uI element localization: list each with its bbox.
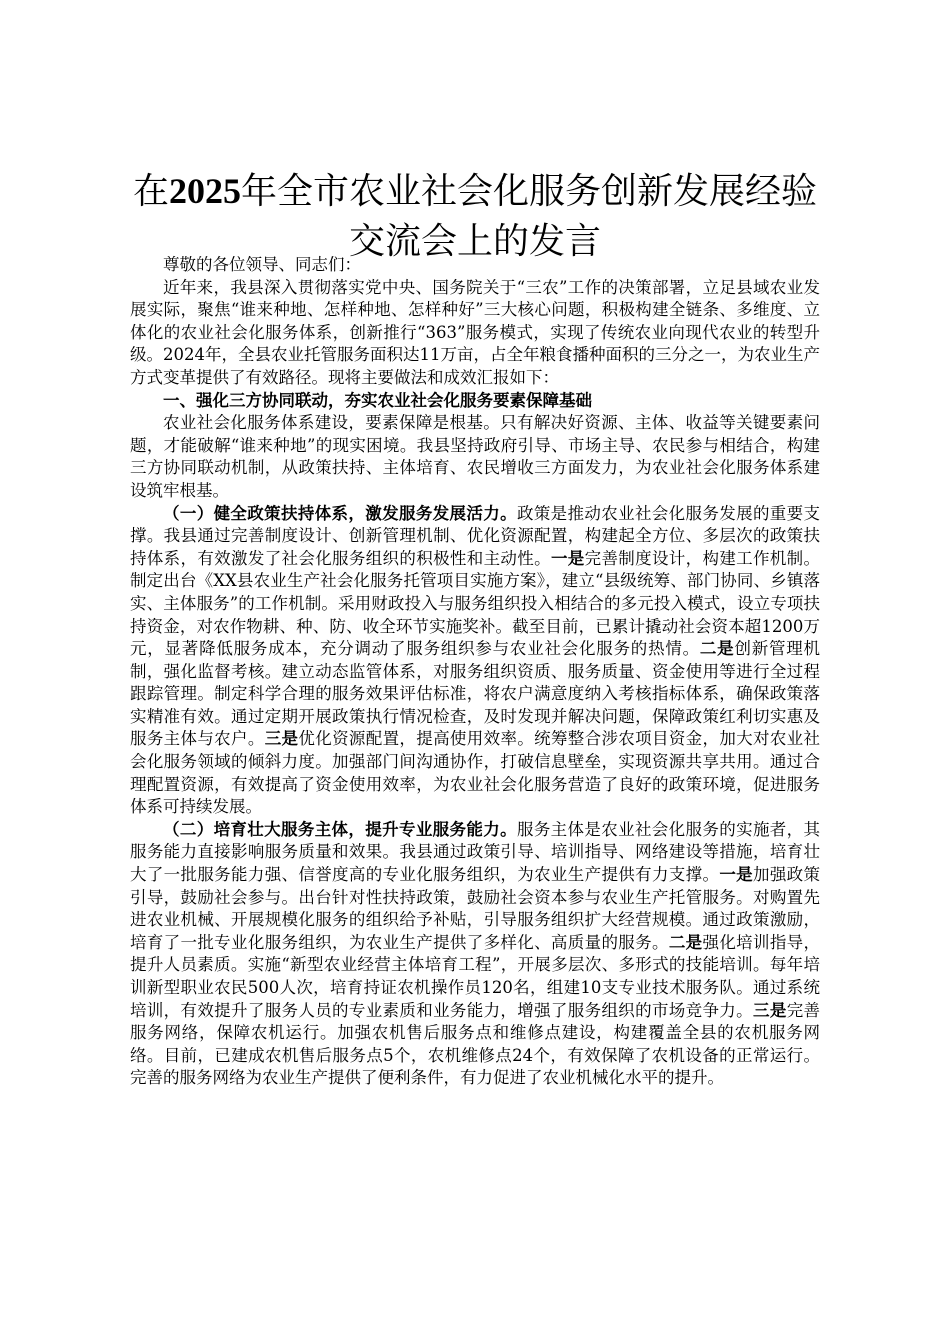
section-1-heading: 一、强化三方协同联动，夯实农业社会化服务要素保障基础 (163, 390, 592, 410)
subsection-1-marker-1: 一是 (550, 548, 585, 568)
document-title (120, 166, 830, 267)
title-prefix: 在 (132, 171, 169, 212)
title-rest: 年全市农业社会化服务创新发展经验交流会上的发言 (241, 171, 818, 262)
subsection-1-text-c: 创新管理机制，强化监督考核。建立动态监管体系，对服务组织资质、服务质量、资金使用等进行全过程跟踪管理。制定科学合理的服务效果评估标准，将农户满意度纳入考核指标体系，确保政策落实精准有效。通过定期开展政策执行情况检查，及时发现并解决问题，保障政策红利切实惠及服务主体与农户。 (130, 639, 821, 749)
subsection-2-heading: （二）培育壮大服务主体，提升专业服务能力。 (163, 819, 517, 839)
subsection-1-text-a: 政策是推动农业社会化服务发展的重要支撑。我县通过完善制度设计、创新管理机制、优化资源配置，构建起全方位、多层次的政策扶持体系，有效激发了社会化服务组织的积极性和主动性。 (130, 503, 821, 568)
subsection-2-marker-2: 二是 (668, 932, 703, 952)
subsection-2-marker-1: 一是 (719, 865, 753, 885)
subsection-1-marker-2: 二是 (699, 639, 735, 659)
intro-paragraph: 近年来，我县深入贯彻落实党中央、国务院关于“三农”工作的决策部署，立足县域农业发展实际，聚焦“谁来种地、怎样种地、怎样种好”三大核心问题，积极构建全链条、多维度、立体化的农业社会化服务体系，创新推行“363”服务模式，实现了传统农业向现代农业的转型升级。2024年，全县农业托管服务面积达11万亩，占全年粮食播种面积的三分之一，为农业生产方式变革提供了有效路径。现将主要做法和成效汇报如下： (130, 277, 820, 387)
subsection-1-heading: （一）健全政策扶持体系，激发服务发展活力。 (163, 503, 517, 523)
subsection-1-text-d: 优化资源配置，提高使用效率。统筹整合涉农项目资金，加大对农业社会化服务领域的倾斜力度。加强部门间沟通协作，打破信息壁垒，实现资源共享共用。通过合理配置资源，有效提高了资金使用效率，为农业社会化服务营造了良好的政策环境，促进服务体系可持续发展。 (130, 729, 821, 817)
greeting: 尊敬的各位领导、同志们： (163, 255, 361, 274)
subsection-2-text-d: 完善服务网络，保障农机运行。加强农机售后服务点和维修点建设，构建覆盖全县的农机服务网络。目前，已建成农机售后服务点5个，农机维修点24个，有效保障了农机设备的正常运行。完善的服务网络为农业生产提供了便利条件，有力促进了农业机械化水平的提升。 (130, 1000, 821, 1088)
section-1-intro: 农业社会化服务体系建设，要素保障是根基。只有解决好资源、主体、收益等关键要素问题，才能破解“谁来种地”的现实困境。我县坚持政府引导、市场主导、农民参与相结合，构建三方协同联动机制，从政策扶持、主体培育、农民增收三方面发力，为农业社会化服务体系建设筑牢根基。 (130, 413, 820, 500)
title-year: 2025 (169, 171, 241, 211)
subsection-2-paragraph (130, 819, 820, 1090)
subsection-2-text-c: 强化培训指导，提升人员素质。实施“新型农业经营主体培育工程”，开展多层次、多形式的技能培训。每年培训新型职业农民500人次，培育持证农机操作员120名，组建10支专业技术服务队。通过系统培训，有效提升了服务人员的专业素质和业务能力，增强了服务组织的市场竞争力。 (130, 932, 821, 1020)
subsection-2-text-a: 服务主体是农业社会化服务的实施者，其服务能力直接影响服务质量和效果。我县通过政策引导、培训指导、网络建设等措施，培育壮大了一批服务能力强、信誉度高的专业化服务组织，为农业生产提供有力支撑。 (130, 819, 821, 885)
subsection-2-text-b: 加强政策引导，鼓励社会参与。出台针对性扶持政策，鼓励社会资本参与农业生产托管服务。对购置先进农业机械、开展规模化服务的组织给予补贴，引导服务组织扩大经营规模。通过政策激励，培育了一批专业化服务组织，为农业生产提供了多样化、高质量的服务。 (130, 865, 821, 952)
document-body (130, 254, 820, 1090)
subsection-1-paragraph (130, 503, 820, 819)
subsection-1-text-b: 完善制度设计，构建工作机制。制定出台《XX县农业生产社会化服务托管项目实施方案》，建立“县级统筹、部门协同、乡镇落实、主体服务”的工作机制。采用财政投入与服务组织投入相结合的多元投入模式，设立专项扶持资金，对农作物耕、种、防、收全环节实施奖补。截至目前，已累计撬动社会资本超1200万元，显著降低服务成本，充分调动了服务组织参与农业社会化服务的热情。 (130, 548, 821, 659)
subsection-2-marker-3: 三是 (753, 1000, 787, 1020)
subsection-1-marker-3: 三是 (264, 729, 299, 749)
